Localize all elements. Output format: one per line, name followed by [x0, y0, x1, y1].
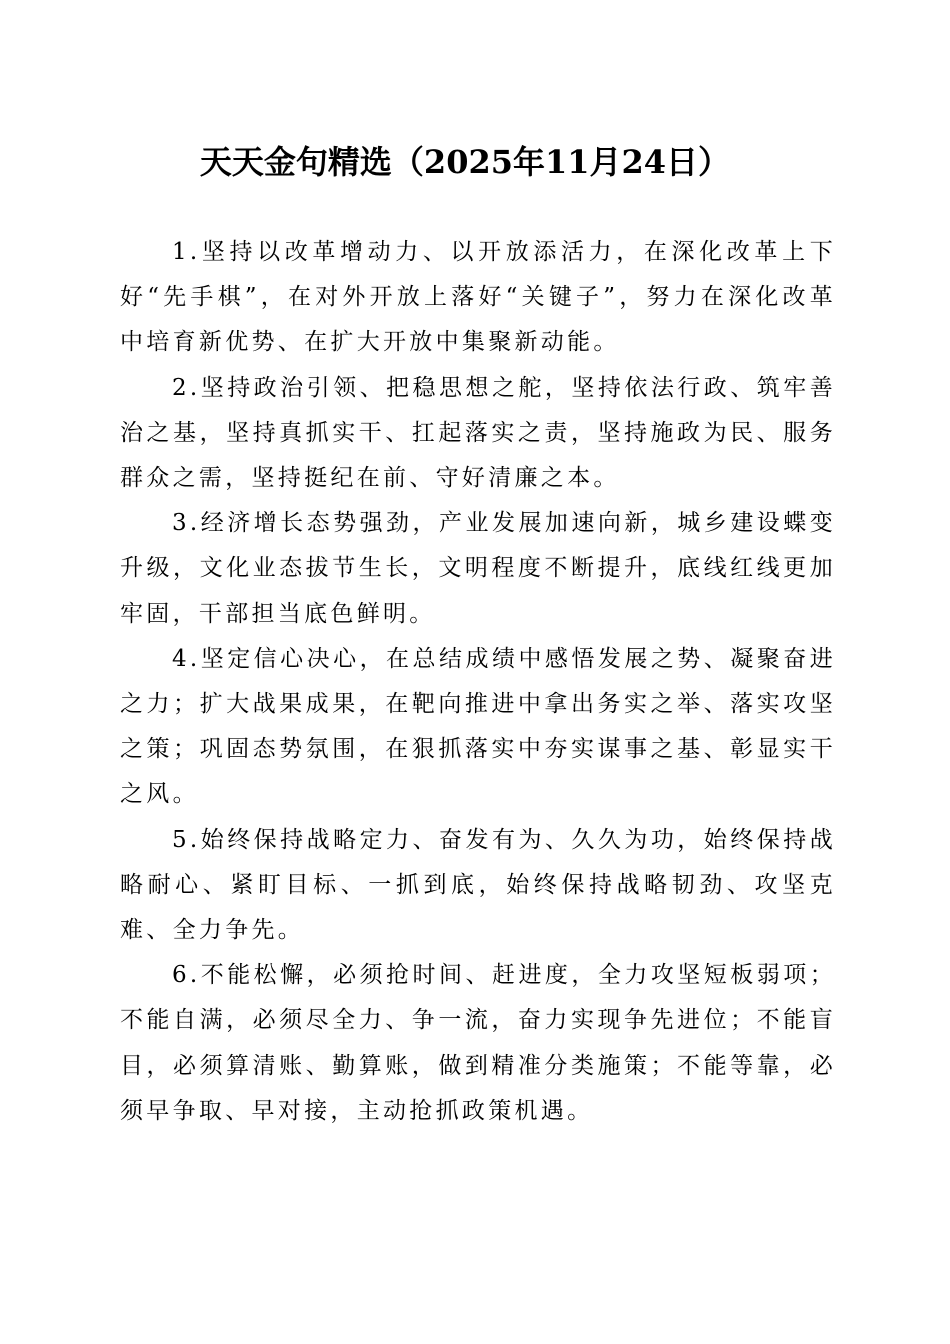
paragraph-4: 4.坚定信心决心，在总结成绩中感悟发展之势、凝聚奋进之力；扩大战果成果，在靶向推进中拿出务实之举、落实攻坚之策；巩固态势氛围，在狠抓落实中夯实谋事之基、彰显实干之风。: [120, 645, 836, 808]
paragraph-6: 6.不能松懈，必须抢时间、赶进度，全力攻坚短板弱项；不能自满，必须尽全力、争一流，奋力实现争先进位；不能盲目，必须算清账、勤算账，做到精准分类施策；不能等靠，必须早争取、早对接，主动抢抓政策机遇。: [120, 962, 836, 1124]
paragraph-2: 2.坚持政治引领、把稳思想之舵，坚持依法行政、筑牢善治之基，坚持真抓实干、扛起落实之责，坚持施政为民、服务群众之需，坚持挺纪在前、守好清廉之本。: [120, 374, 836, 492]
paragraph-1: 1.坚持以改革增动力、以开放添活力，在深化改革上下好“先手棋”，在对外开放上落好“关键子”，努力在深化改革中培育新优势、在扩大开放中集聚新动能。: [120, 239, 836, 356]
document-title: 天天金句精选（2025年11月24日）: [199, 143, 731, 181]
document-body: [120, 230, 836, 1134]
paragraph-5: 5.始终保持战略定力、奋发有为、久久为功，始终保持战略耐心、紧盯目标、一抓到底，始终保持战略韧劲、攻坚克难、全力争先。: [120, 826, 836, 944]
paragraph-3: 3.经济增长态势强劲，产业发展加速向新，城乡建设蝶变升级，文化业态拔节生长，文明程度不断提升，底线红线更加牢固，干部担当底色鲜明。: [120, 510, 836, 627]
